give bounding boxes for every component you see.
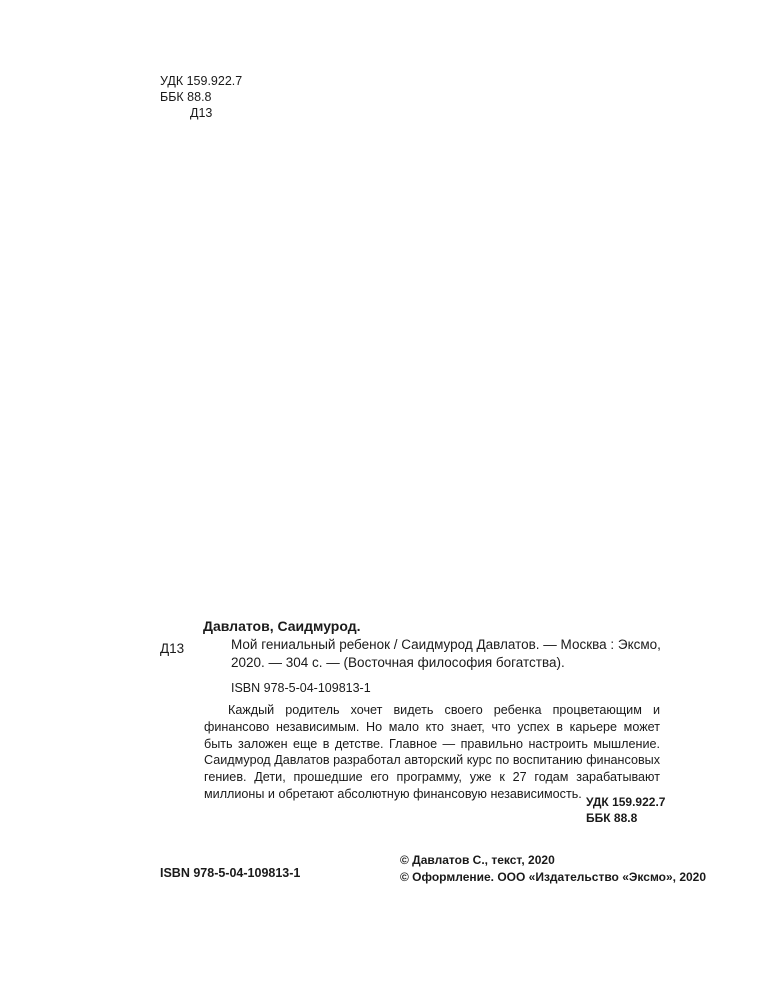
author-mark: Д13 — [190, 106, 213, 120]
annotation-paragraph: Каждый родитель хочет видеть своего ребенка процветающим и финансово независимым. Но мало кто знает, что успех в карьере может быть заложен еще в детстве. Главное — правильно настроить мышление. Саидмурод Давлатов разработал авторский курс по воспитанию финансовых гениев. Дети, прошедшие его программу, уже к 27 годам зарабатывают миллионы и обретают абсолютную финансовую независимость. — [204, 703, 660, 801]
biblio-line-2: 2020. — 304 с. — (Восточная философия богатства). — [231, 655, 565, 670]
author-mark-side: Д13 — [160, 641, 185, 656]
catalog-block-top — [160, 73, 242, 121]
author-heading: Давлатов, Саидмурод. — [203, 618, 361, 634]
bbk-code: ББК 88.8 — [160, 90, 212, 104]
catalog-block-bottom — [586, 794, 665, 826]
bibliographic-description — [231, 636, 663, 672]
udk-code: УДК 159.922.7 — [160, 74, 243, 88]
biblio-line-1: Мой гениальный ребенок / Саидмурод Давлатов. — Москва : Эксмо, — [231, 637, 661, 652]
bbk-code-bottom: ББК 88.8 — [586, 811, 638, 825]
copyright-block — [400, 852, 706, 886]
isbn-footer: ISBN 978-5-04-109813-1 — [160, 866, 301, 880]
copyright-text: © Давлатов С., текст, 2020 — [400, 853, 555, 867]
udk-code-bottom: УДК 159.922.7 — [586, 795, 666, 809]
isbn-entry: ISBN 978-5-04-109813-1 — [231, 681, 371, 695]
copyright-design: © Оформление. ООО «Издательство «Эксмо», 2020 — [400, 870, 707, 884]
